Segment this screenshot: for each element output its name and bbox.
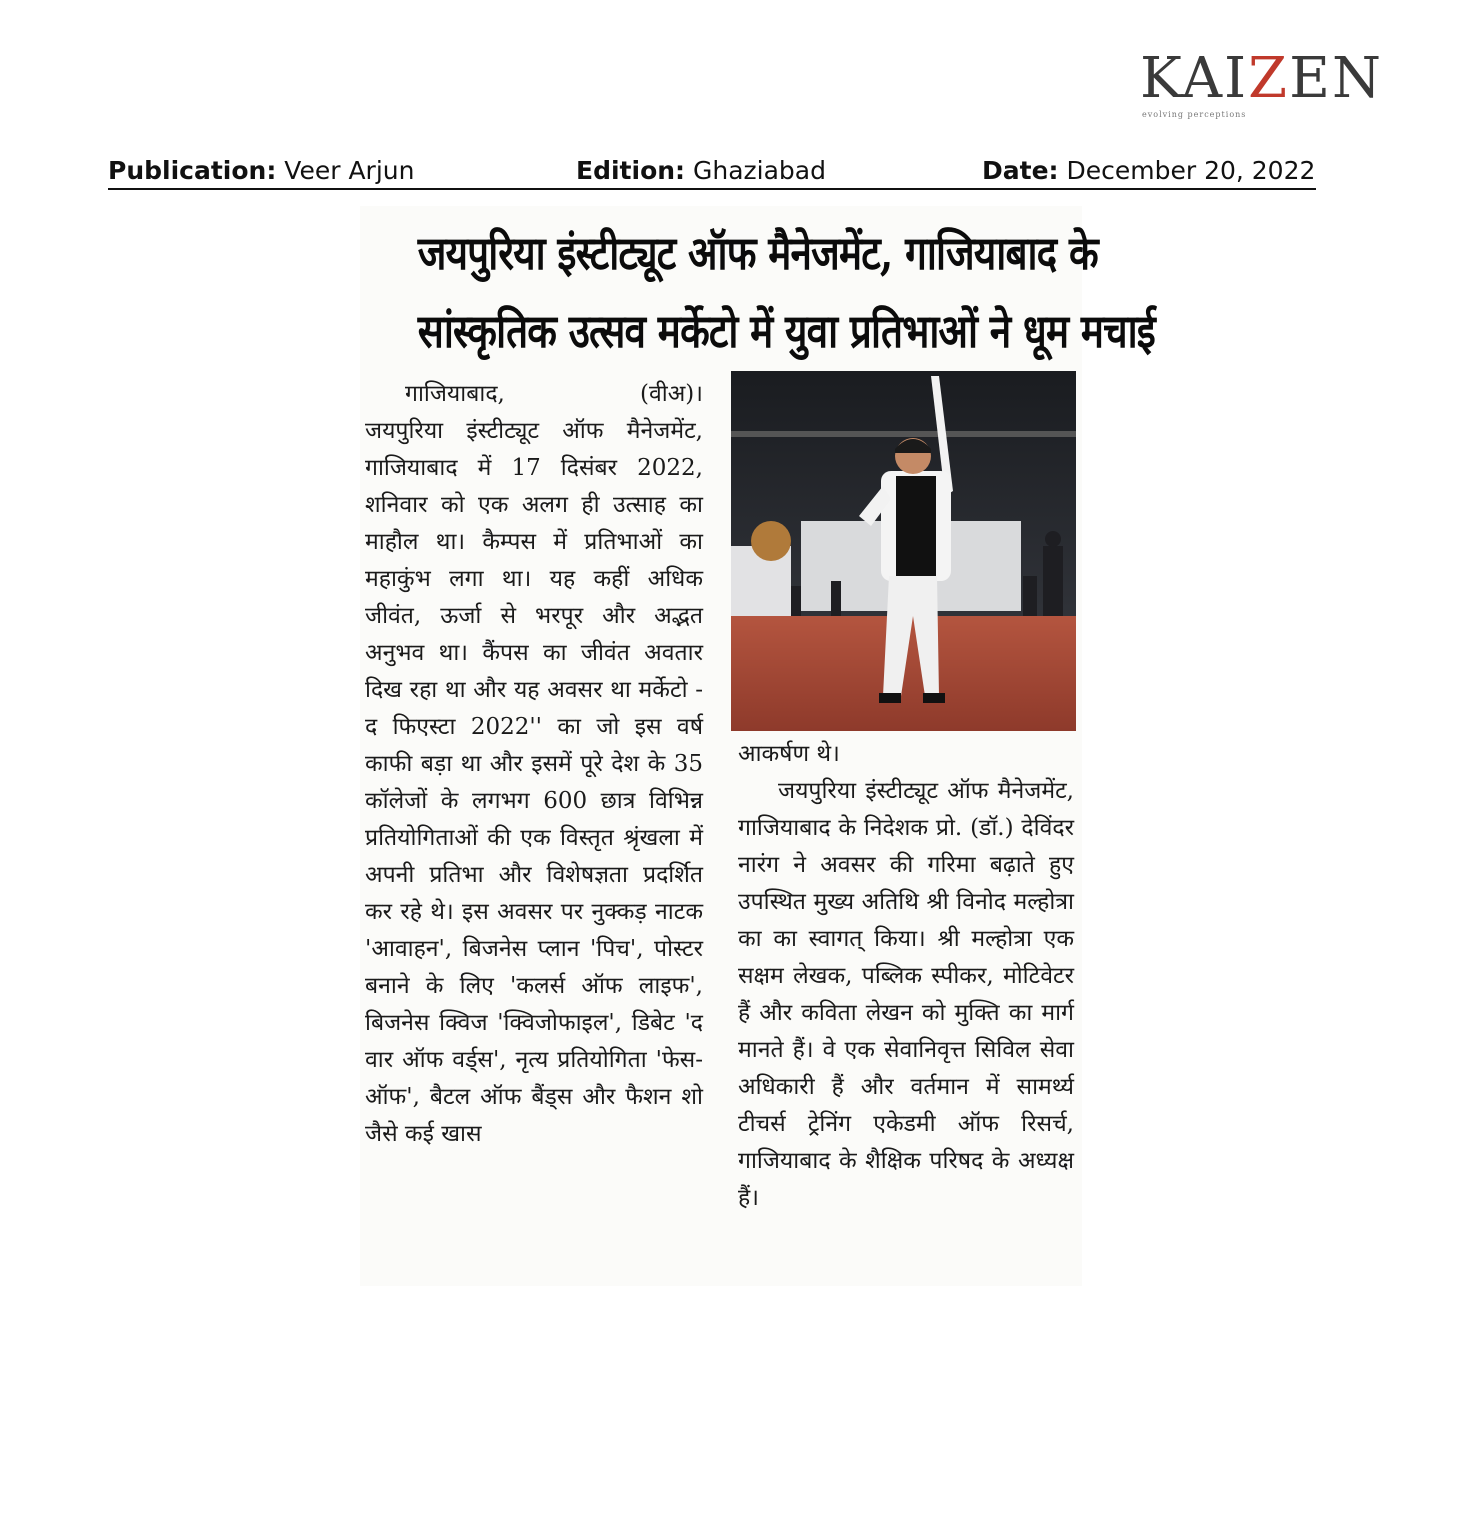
- article-headline: [360, 214, 1155, 370]
- headline-line-1: जयपुरिया इंस्टीट्यूट ऑफ मैनेजमेंट, गाजियाबाद के: [417, 226, 1098, 280]
- column-2-body: जयपुरिया इंस्टीट्यूट ऑफ मैनेजमेंट, गाजियाबाद के निदेशक प्रो. (डॉ.) देविंदर नारंग ने अवसर की गरिमा बढ़ाते हुए उपस्थित मुख्य अतिथि श्री विनोद मल्होत्रा का का स्वागत् किया। श्री मल्होत्रा एक सक्षम लेखक, पब्लिक स्पीकर, मोटिवेटर हैं और कविता लेखन को मुक्ति का मार्ग मानते हैं। वे एक सेवानिवृत्त सिविल सेवा अधिकारी हैं और वर्तमान में सामर्थ्य टीचर्स ट्रेनिंग एकेडमी ऑफ रिसर्च, गाजियाबाद के शैक्षिक परिषद के अध्यक्ष हैं।: [738, 778, 1074, 1211]
- publication-info-bar: [108, 156, 1316, 190]
- dateline: [365, 376, 703, 413]
- column-2-continuation: आकर्षण थे।: [738, 741, 840, 767]
- kaizen-logo: [1140, 40, 1400, 130]
- date-field: Date: December 20, 2022: [982, 156, 1316, 185]
- dateline-place: गाजियाबाद,: [405, 381, 505, 407]
- article-column-1: [365, 376, 703, 1153]
- newspaper-clipping: [360, 206, 1155, 1286]
- logo-wordmark: KAIZEN: [1140, 46, 1383, 111]
- headline-line-2: सांस्कृतिक उत्सव मर्केटो में युवा प्रतिभाओं ने धूम मचाई: [417, 304, 1155, 358]
- edition-field: Edition: Ghaziabad: [576, 156, 826, 185]
- logo-tagline: evolving perceptions: [1142, 110, 1247, 119]
- performer-on-stage-image: [731, 371, 1076, 731]
- dateline-source: (वीअ)।: [640, 381, 703, 407]
- column-1-body: जयपुरिया इंस्टीट्यूट ऑफ मैनेजमेंट, गाजियाबाद में 17 दिसंबर 2022, शनिवार को एक अलग ही उत्साह का माहौल था। कैम्पस में प्रतिभाओं का महाकुंभ लगा था। यह कहीं अधिक जीवंत, ऊर्जा से भरपूर और अद्भत अनुभव था। कैंपस का जीवंत अवतार दिख रहा था और यह अवसर था मर्केटो - द फिएस्टा 2022'' का जो इस वर्ष काफी बड़ा था और इसमें पूरे देश के 35 कॉलेजों के लगभग 600 छात्र विभिन्न प्रतियोगिताओं की एक विस्तृत श्रृंखला में अपनी प्रतिभा और विशेषज्ञता प्रदर्शित कर रहे थे। इस अवसर पर नुक्कड़ नाटक 'आवाहन', बिजनेस प्लान 'पिच', पोस्टर बनाने के लिए 'कलर्स ऑफ लाइफ', बिजनेस क्विज 'क्विजोफाइल', डिबेट 'द वार ऑफ वर्ड्स', नृत्य प्रतियोगिता 'फेस-ऑफ', बैटल ऑफ बैंड्स और फैशन शो जैसे कई खास: [365, 418, 703, 1147]
- event-photo: [731, 371, 1076, 731]
- publication-field: Publication: Veer Arjun: [108, 156, 415, 185]
- article-column-2: [738, 736, 1074, 1217]
